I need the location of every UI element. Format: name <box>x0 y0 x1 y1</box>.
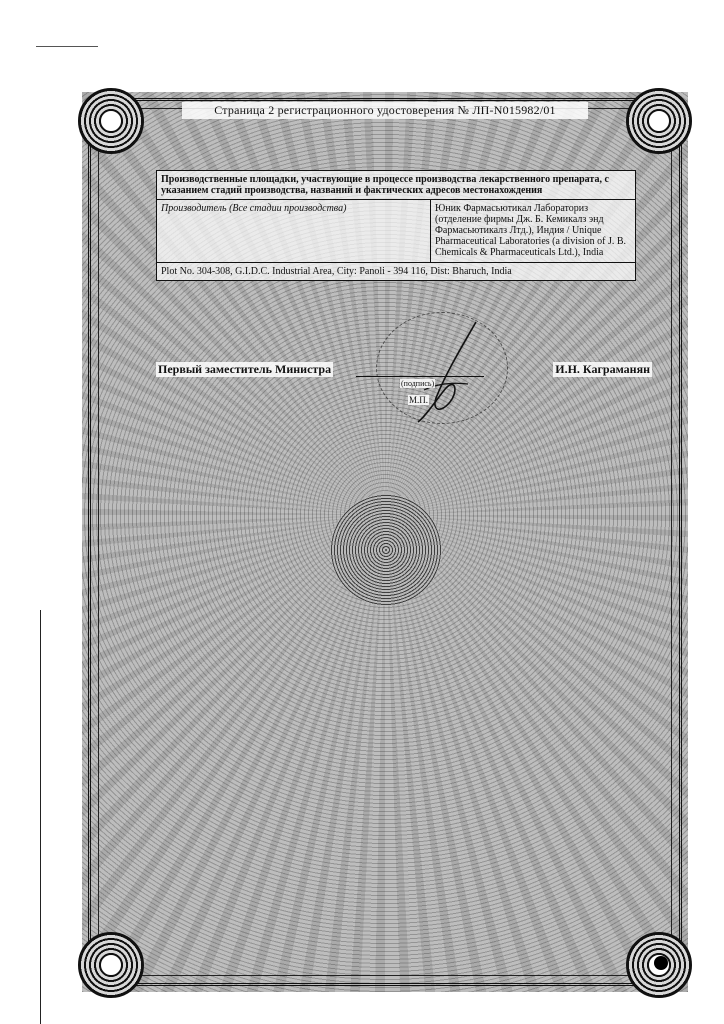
stamp-label: М.П. <box>409 395 429 405</box>
corner-rosette-icon <box>78 932 144 998</box>
producer-stage-label: Производитель (Все стадии производства) <box>157 200 431 262</box>
signature-rule <box>356 376 484 377</box>
producer-address: Plot No. 304-308, G.I.D.C. Industrial Area, City: Panoli - 394 116, Dist: Bharuch, India <box>161 266 512 277</box>
page-header: Страница 2 регистрационного удостоверения № ЛП-N015982/01 <box>182 102 588 119</box>
signatory-role: Первый заместитель Министра <box>158 362 332 376</box>
corner-rosette-icon <box>626 88 692 154</box>
punch-hole-icon <box>654 956 668 970</box>
scan-artifact-edge <box>40 610 41 1024</box>
table-title: Производственные площадки, участвующие в процессе производства лекарственного препарата, с указанием стадий производства, названий и фактических адресов местонахождения <box>157 171 635 200</box>
scan-artifact-line <box>36 46 98 47</box>
signature-caption: (подпись) <box>401 379 435 388</box>
corner-rosette-icon <box>78 88 144 154</box>
producer-name: Юник Фармасьютикал Лабораториз (отделение фирмы Дж. Б. Кемикалз энд Фармасьютикалз Лтд.), Индия / Unique Pharmaceutical Laboratories (a division of J. B. Chemicals & Pharmaceuticals Ltd.), India <box>435 203 627 258</box>
table-row <box>157 200 635 263</box>
certificate-sheet <box>82 92 688 992</box>
production-sites-table <box>156 170 636 281</box>
signature-block <box>156 360 650 405</box>
signatory-name: И.Н. Каграманян <box>555 362 650 376</box>
